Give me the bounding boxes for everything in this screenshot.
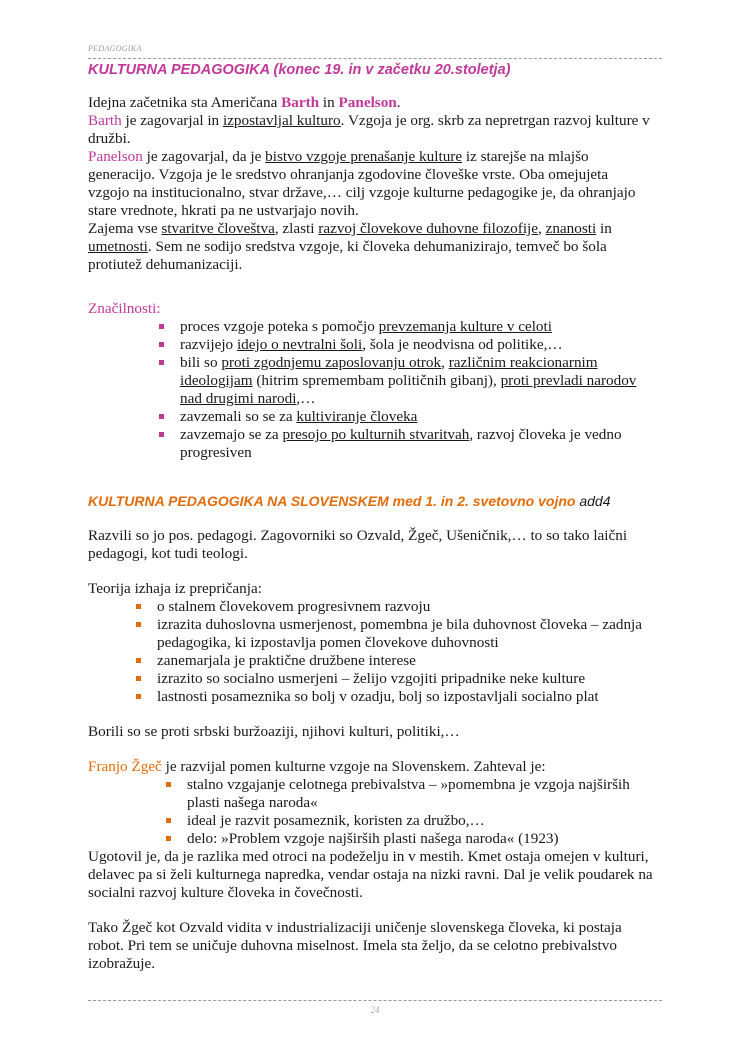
paragraph-industrialization	[88, 919, 653, 973]
underlined-text: idejo o nevtralni šoli	[236, 336, 363, 353]
text: ideal je razvit posameznik, koristen za družbo,…	[187, 812, 485, 829]
paragraph	[88, 848, 653, 902]
list-item	[187, 776, 653, 812]
paragraph	[88, 758, 653, 776]
underlined-text: stvaritve človeštva	[161, 220, 275, 237]
paragraph-franjo	[88, 758, 653, 776]
text: Ugotovil je, da je razlika med otroci na podeželju in v mestih. Kmet ostaja omejen v kulturi, delavec pa si želi kulturnega napredka, vendar ostaja na nizki ravni. Dal je velik poudarek na socialni razvoj kulture človeka in čovečnosti.	[88, 848, 653, 901]
text: proces vzgoje poteka s pomočjo	[180, 318, 379, 335]
underlined-text: bistvo vzgoje prenašanje kulture	[265, 148, 463, 165]
demands-list	[187, 776, 653, 848]
header-divider	[88, 58, 662, 59]
page-number: 24	[370, 1005, 380, 1015]
underlined-text: različnim reakcionarnim ideologijam	[180, 354, 598, 389]
underlined-text: izpostavljal kulturo	[222, 112, 341, 129]
underlined-text: razvoj človekove duhovne filozofije	[318, 220, 538, 237]
underlined-text: prevzemanja kulture v celoti	[378, 318, 552, 335]
text: zavzemali so se za	[180, 408, 297, 425]
intro-paragraphs	[88, 94, 653, 274]
text: delo: »Problem vzgoje najširših plasti našega naroda« (1923)	[187, 830, 559, 847]
text: razvijejo	[180, 336, 237, 353]
list-item	[180, 354, 653, 408]
paragraph	[88, 148, 653, 220]
paragraph-developers	[88, 527, 653, 563]
text: izrazita duhoslovna usmerjenost, pomembna je bila duhovnost človeka – zadnja pedagogika, ki izpostavlja pomen človekove duhovnosti	[157, 616, 643, 651]
paragraph	[88, 112, 653, 148]
list-item	[180, 426, 653, 462]
list-item	[180, 336, 653, 354]
text: bili so	[180, 354, 222, 371]
features-label: Značilnosti:	[88, 300, 161, 317]
footer-divider	[88, 1000, 662, 1001]
text: je zagovarjal in	[121, 112, 223, 129]
theory-label	[88, 580, 653, 598]
text: Borili so se proti srbski buržoaziji, njihovi kulturi, politiki,…	[88, 723, 460, 740]
underlined-text: presojo po kulturnih stvaritvah	[282, 426, 470, 443]
list-item	[157, 616, 653, 652]
page-body	[88, 61, 653, 973]
text: Idejna začetnika sta Američana	[88, 94, 282, 111]
paragraph	[88, 919, 653, 973]
text: zavzemajo se za	[180, 426, 283, 443]
running-header: PEDAGOGIKA	[88, 44, 142, 53]
paragraph	[88, 94, 653, 112]
text: izrazito so socialno usmerjeni – želijo vzgojiti pripadnike neke kulture	[157, 670, 586, 687]
text: je razvijal pomen kulturne vzgoje na Slovenskem. Zahteval je:	[161, 758, 546, 775]
paragraph-findings	[88, 848, 653, 902]
text: stalno vzgajanje celotnega prebivalstva – »pomembna je vzgoja najširših plasti našega naroda«	[187, 776, 630, 811]
list-item	[187, 830, 653, 848]
section-title-1: KULTURNA PEDAGOGIKA (konec 19. in v začetku 20.stoletja)	[88, 62, 511, 78]
list-item	[180, 318, 653, 336]
features-list	[180, 318, 653, 462]
underlined-text: proti zgodnjemu zaposlovanju otrok	[221, 354, 442, 371]
text: , šola je neodvisna od politike,…	[362, 336, 563, 353]
section-title-2	[88, 492, 688, 510]
text: je zagovarjal, da je	[142, 148, 266, 165]
text: lastnosti posameznika so bolj v ozadju, bolj so izpostavljali socialno plat	[157, 688, 599, 705]
text: ,	[538, 220, 546, 237]
paragraph	[88, 527, 653, 563]
underlined-text: umetnosti	[88, 238, 148, 255]
text: . Vzgoja je org. skrb za nepretrgan razvoj kulture v družbi.	[88, 112, 650, 147]
theory-list	[157, 598, 653, 706]
list-item	[180, 408, 653, 426]
text: (hitrim spremembam političnih gibanj),	[252, 372, 501, 389]
text: iz starejše na mlajšo generacijo. Vzgoja je le sredstvo ohranjanja zgodovine človeške vrste. Oba omejujeta vzgojo na institucionalno, stvar države,… cilj vzgoje kulturne pedagogike je, da ohranjajo stare vrednote, hkrati pa ne ustvarjajo novih.	[88, 148, 636, 219]
text: . Sem ne sodijo sredstva vzgoje, ki človeka dehumanizirajo, temveč bo šola protiutež dehumanizaciji.	[88, 238, 607, 273]
paragraph	[88, 723, 653, 741]
list-item	[157, 670, 653, 688]
text: zanemarjala je praktične družbene interese	[157, 652, 416, 669]
text: in	[319, 94, 339, 111]
text: Razvili so jo pos. pedagogi. Zagovorniki so Ozvald, Žgeč, Ušeničnik,… to so tako laični pedagogi, kot tudi teologi.	[88, 527, 628, 562]
section-title-2-suffix: add4	[579, 493, 611, 509]
underlined-text: kultiviranje človeka	[296, 408, 418, 425]
paragraph	[88, 220, 653, 274]
list-item	[157, 688, 653, 706]
list-item	[187, 812, 653, 830]
highlighted-name: Barth	[281, 94, 320, 111]
underlined-text: znanosti	[545, 220, 597, 237]
text: Teorija izhaja iz prepričanja:	[88, 580, 262, 597]
text: ,…	[296, 390, 316, 407]
highlighted-name: Panelson	[88, 148, 143, 165]
highlighted-name: Franjo Žgeč	[88, 758, 162, 775]
text: , razvoj človeka je vedno progresiven	[180, 426, 622, 461]
section-title-2-text: KULTURNA PEDAGOGIKA NA SLOVENSKEM med 1. in 2. svetovno vojno	[88, 493, 576, 509]
highlighted-name: Barth	[88, 112, 122, 129]
paragraph-fought	[88, 723, 653, 741]
text: Zajema vse	[88, 220, 162, 237]
text: o stalnem človekovem progresivnem razvoju	[157, 598, 431, 615]
text: .	[396, 94, 401, 111]
text: Tako Žgeč kot Ozvald vidita v industrializaciji uničenje slovenskega človeka, ki postaja robot. Pri tem se uničuje duhovna miselnost. Imela sta željo, da se celotno prebivalstvo izobražuje.	[88, 919, 622, 972]
text: , zlasti	[274, 220, 319, 237]
list-item	[157, 598, 653, 616]
text: in	[596, 220, 612, 237]
list-item	[157, 652, 653, 670]
text: ,	[441, 354, 449, 371]
highlighted-name: Panelson	[338, 94, 397, 111]
paragraph	[88, 580, 653, 598]
underlined-text: proti prevladi narodov nad drugimi narodi	[180, 372, 637, 407]
